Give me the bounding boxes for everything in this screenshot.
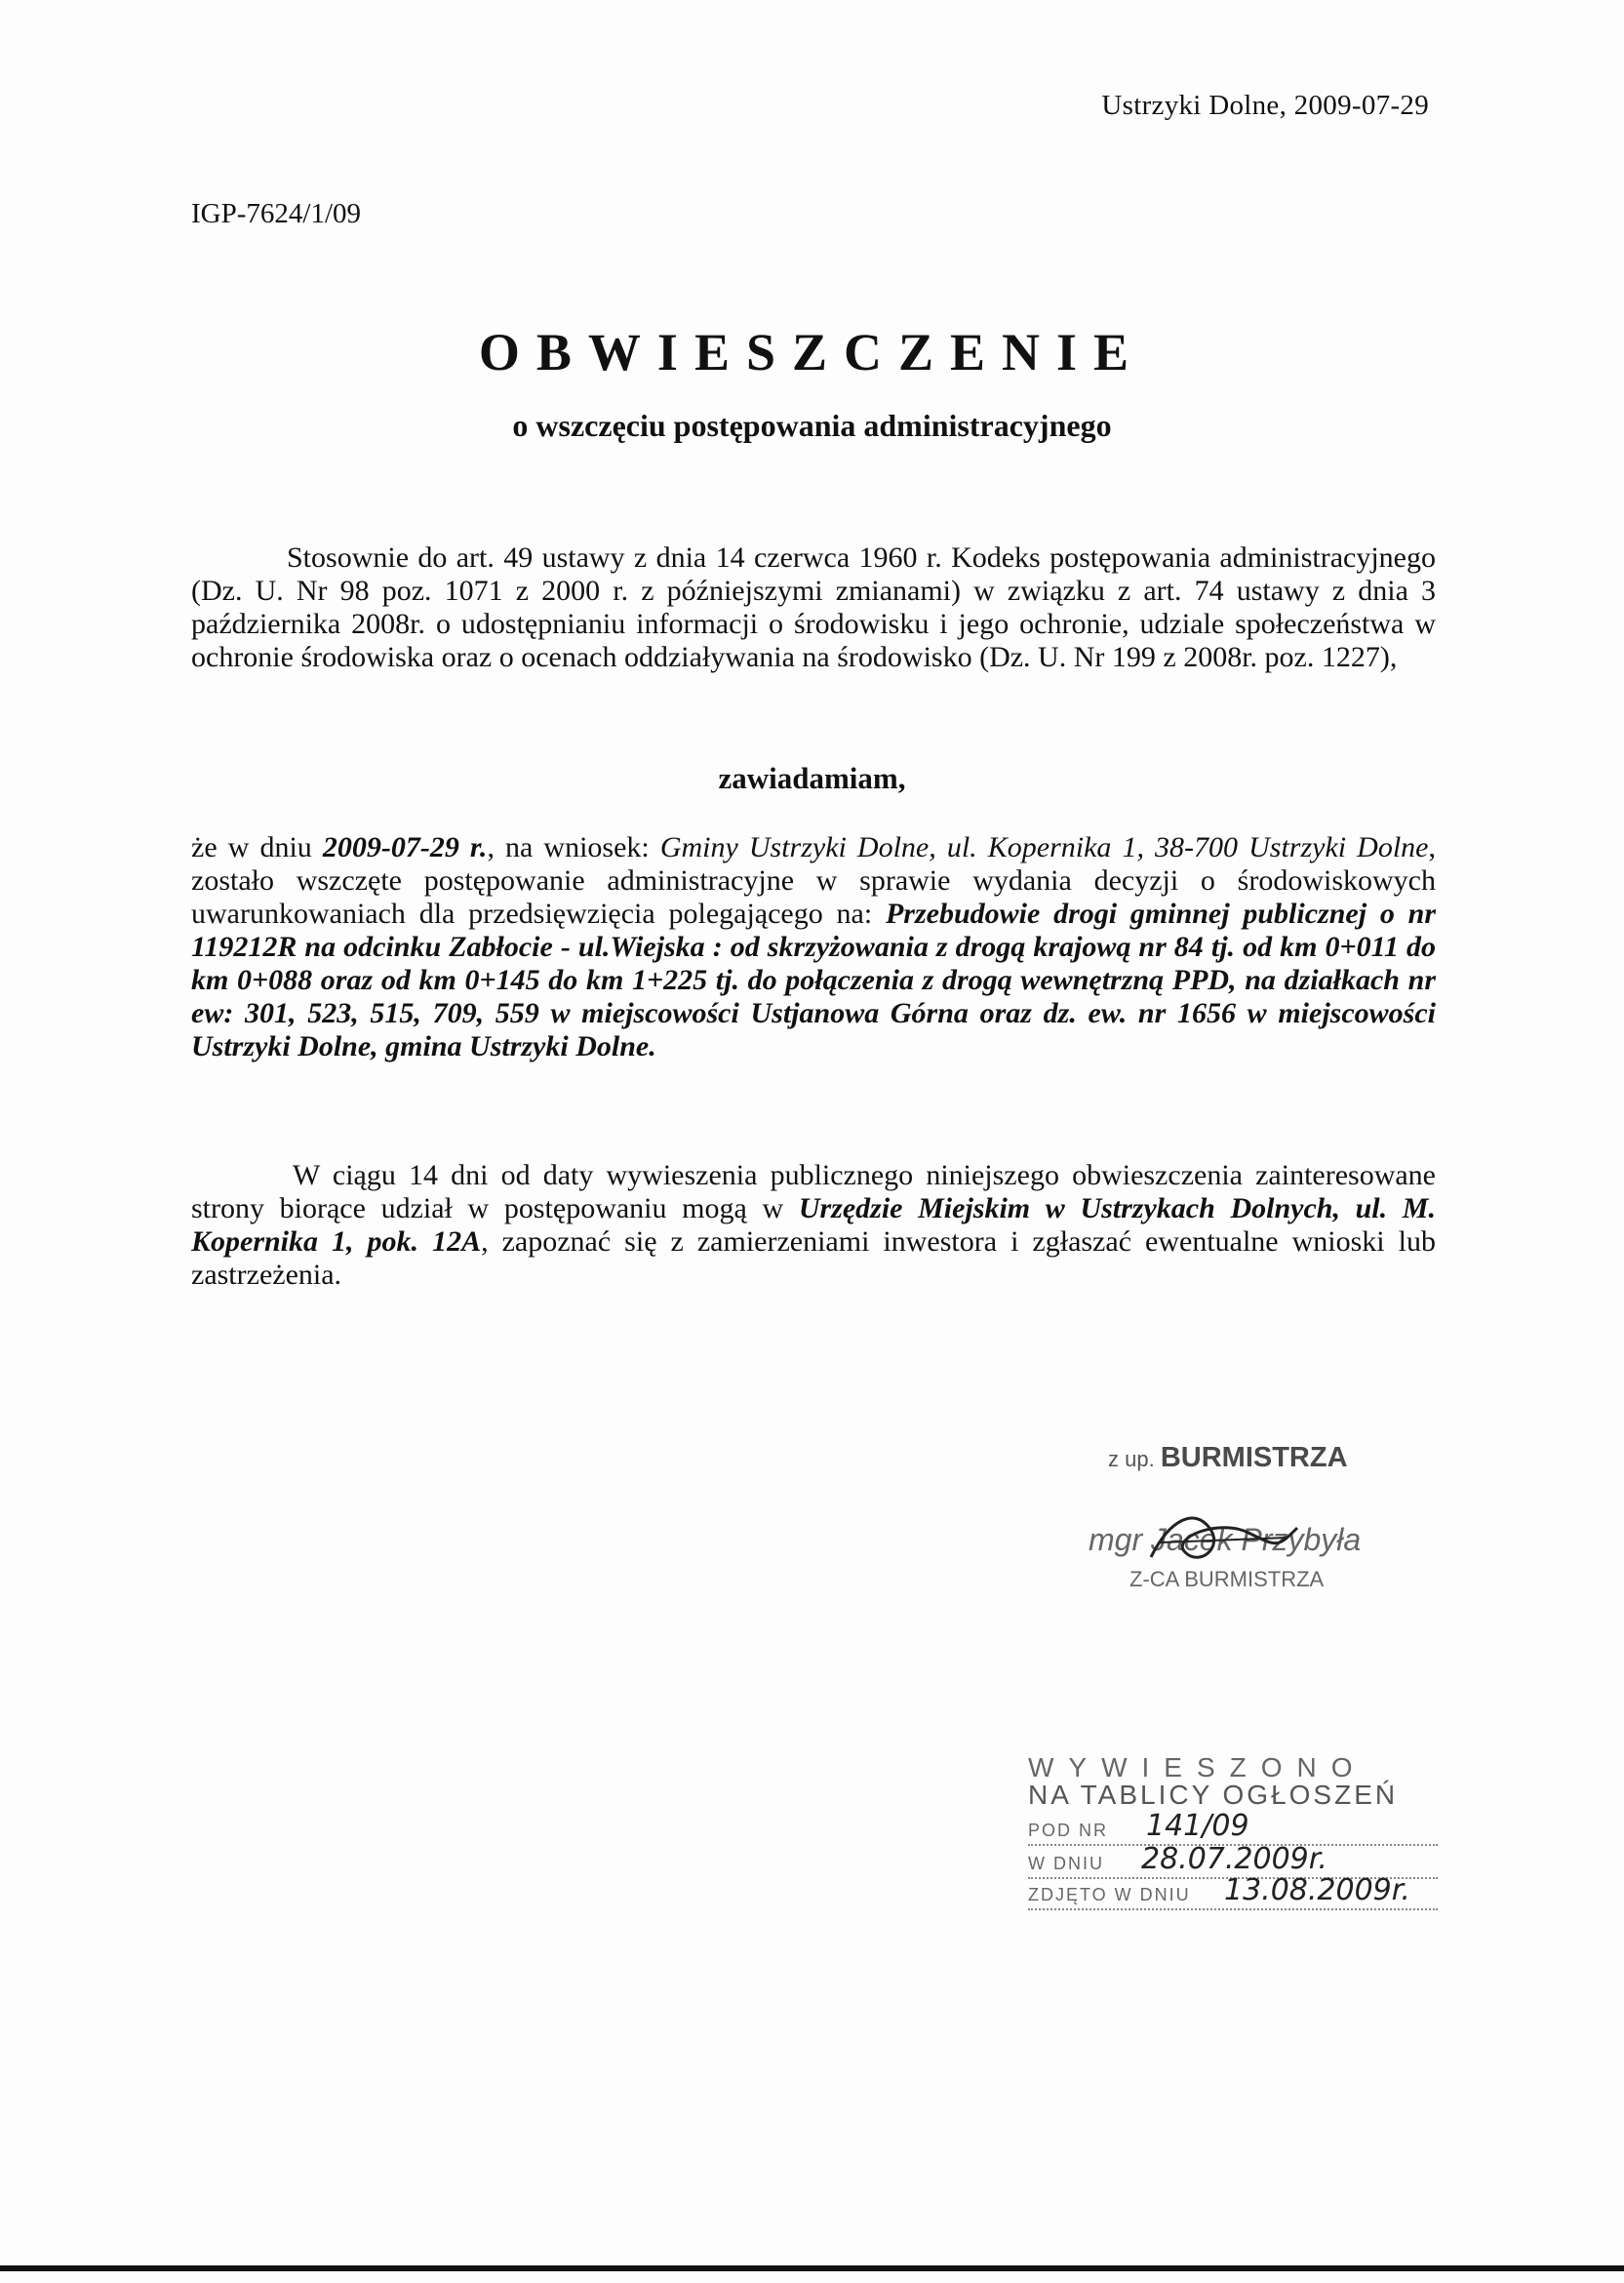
- stamp-board-label: NA TABLICY OGŁOSZEŃ: [1028, 1780, 1399, 1810]
- posting-stamp: [1024, 1739, 1444, 1934]
- initiation-date: 2009-07-29 r.: [322, 831, 488, 863]
- scan-bottom-edge: [0, 2265, 1624, 2271]
- p2-middle-text: , zostało wszczęte postępowanie administracyjne w sprawie wydania decyzji o środowiskowych uwarunkowaniach dla przedsięwzięcia polegającego na:: [191, 831, 1436, 930]
- announcement-word: zawiadamiam,: [718, 761, 906, 795]
- stamp-posted-date-label: W DNIU: [1028, 1854, 1104, 1873]
- stamp-posted-date-value: 28.07.2009r.: [1141, 1842, 1327, 1876]
- p2-intro-text: że w dniu: [191, 831, 323, 863]
- stamp-number-value: 141/09: [1146, 1809, 1249, 1843]
- signature-authority: [1108, 1442, 1348, 1474]
- authority-prefix: z up.: [1108, 1447, 1155, 1471]
- signatory-title: Z-CA BURMISTRZA: [1129, 1567, 1325, 1591]
- stamp-removed-date-value: 13.08.2009r.: [1224, 1873, 1410, 1907]
- applicant-name: Gminy Ustrzyki Dolne, ul. Kopernika 1, 38-700 Ustrzyki Dolne: [659, 831, 1429, 863]
- stamp-number-label: POD NR: [1028, 1821, 1109, 1840]
- authority-title: BURMISTRZA: [1160, 1442, 1348, 1473]
- proceedings-paragraph: [191, 831, 1436, 1063]
- project-description: Przebudowie drogi gminnej publicznej o nr 119212R na odcinku Zabłocie - ul.Wiejska : od skrzyżowania z drogą krajową nr 84 tj. od km 0+011 do km 0+088 oraz od km 0+145 do km 1+225 tj. do połączenia z drogą wewnętrzną PPD, na działkach nr ew: 301, 523, 515, 709, 559 w miejscowości Ustjanowa Górna oraz dz. ew. nr 1656 w miejscowości Ustrzyki Dolne, gmina Ustrzyki Dolne.: [191, 898, 1436, 1062]
- signature-stamp: [1073, 1434, 1424, 1610]
- stamp-removed-date-label: ZDJĘTO W DNIU: [1028, 1885, 1191, 1904]
- p2-after-date-text: , na wniosek:: [487, 831, 660, 863]
- stamp-posted-label: WYWIESZONO: [1028, 1752, 1367, 1782]
- handwritten-signature: [1141, 1499, 1307, 1577]
- legal-basis-paragraph: Stosownie do art. 49 ustawy z dnia 14 czerwca 1960 r. Kodeks postępowania administracyjnego (Dz. U. Nr 98 poz. 1071 z 2000 r. z późniejszymi zmianami) w związku z art. 74 ustawy z dnia 3 października 2008r. o udostępnianiu informacji o środowisku i jego ochronie, udziale społeczeństwa w ochronie środowiska oraz o ocenach oddziaływania na środowisko (Dz. U. Nr 199 z 2008r. poz. 1227),: [191, 541, 1436, 673]
- document-subtitle: o wszczęciu postępowania administracyjnego: [512, 408, 1112, 443]
- case-reference: IGP-7624/1/09: [191, 198, 361, 229]
- consultation-paragraph: [191, 1159, 1436, 1292]
- document-title: OBWIESZCZENIE: [478, 323, 1146, 381]
- office-address: Urzędzie Miejskim w Ustrzykach Dolnych, ul. M. Kopernika 1, pok. 12A: [191, 1192, 1436, 1258]
- signatory-name: mgr Jacek Przybyła: [1089, 1522, 1362, 1557]
- p3-end-text: , zapoznać się z zamierzeniami inwestora i zgłaszać ewentualne wnioski lub zastrzeżenia.: [191, 1225, 1436, 1291]
- place-date: Ustrzyki Dolne, 2009-07-29: [1101, 90, 1429, 121]
- p3-intro-text: W ciągu 14 dni od daty wywieszenia publicznego niniejszego obwieszczenia zainteresowane strony biorące udział w postępowaniu mogą w: [191, 1159, 1436, 1224]
